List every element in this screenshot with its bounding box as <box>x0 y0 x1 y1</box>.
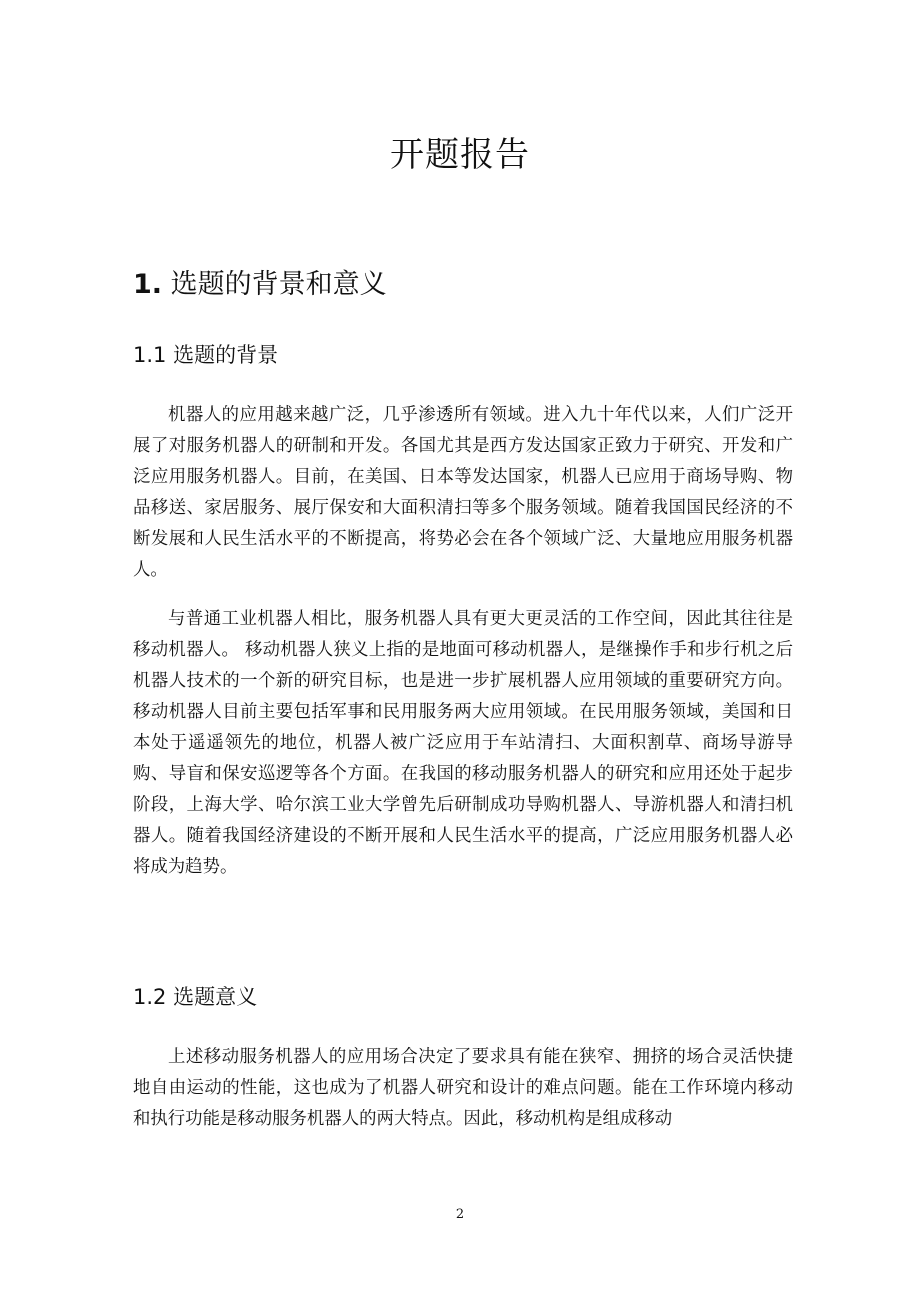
section-1-title: 选题的背景和意义 <box>170 269 387 300</box>
section-1-heading <box>133 266 387 304</box>
section-1-1-heading: 1.1 选题的背景 <box>133 343 279 367</box>
paragraph: 与普通工业机器人相比，服务机器人具有更大更灵活的工作空间，因此其往往是移动机器人。 移动机器人狭义上指的是地面可移动机器人，是继操作手和步行机之后机器人技术的一个新的研究目标，也是进一步扩展机器人应用领域的重要研究方向。移动机器人目前主要包括军事和民用服务两大应用领域。在民用服务领域，美国和日本处于遥遥领先的地位，机器人被广泛应用于车站清扫、大面积割草、商场导游导购、导盲和保安巡逻等各个方面。在我国的移动服务机器人的研究和应用还处于起步阶段，上海大学、哈尔滨工业大学曾先后研制成功导购机器人、导游机器人和清扫机器人。随着我国经济建设的不断开展和人民生活水平的提高，广泛应用服务机器人必将成为趋势。 <box>133 609 793 877</box>
page-number: 2 <box>455 1207 465 1222</box>
document-title: 开题报告 <box>390 135 530 175</box>
paragraph: 机器人的应用越来越广泛，几乎渗透所有领域。进入九十年代以来，人们广泛开展了对服务机器人的研制和开发。各国尤其是西方发达国家正致力于研究、开发和广泛应用服务机器人。目前，在美国、日本等发达国家，机器人已应用于商场导购、物品移送、家居服务、展厅保安和大面积清扫等多个服务领域。随着我国国民经济的不断发展和人民生活水平的不断提高，将势必会在各个领域广泛、大量地应用服务机器人。 <box>133 405 793 580</box>
section-1-number: 1. <box>133 269 163 300</box>
section-1-2-heading: 1.2 选题意义 <box>133 985 258 1009</box>
paragraph: 上述移动服务机器人的应用场合决定了要求具有能在狭窄、拥挤的场合灵活快捷地自由运动的性能，这也成为了机器人研究和设计的难点问题。能在工作环境内移动和执行功能是移动服务机器人的两大特点。因此，移动机构是组成移动 <box>133 1047 793 1129</box>
